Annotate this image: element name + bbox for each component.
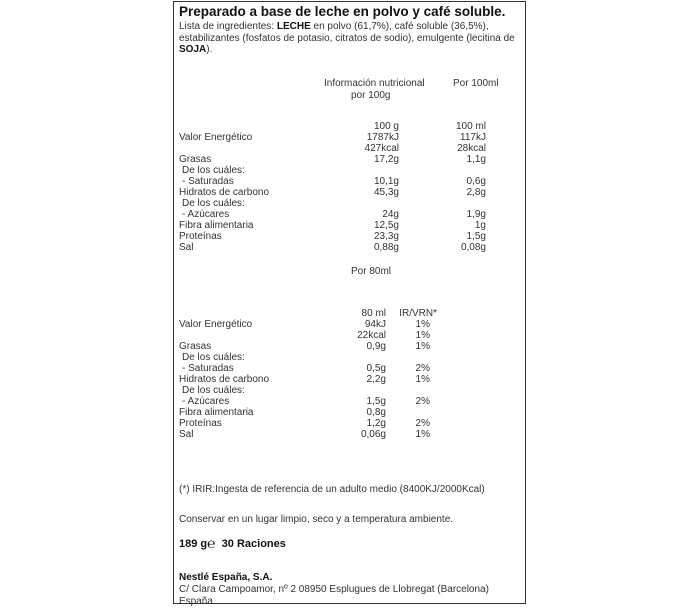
nutrient-value-col1: 24g [382,209,399,220]
table1-unit-col1: 100 g [373,121,399,132]
nutrient-label: De los cuáles: [182,352,245,363]
table1-header-col1: Información nutricional [324,78,425,89]
nutrient-label: - Saturadas [182,363,234,374]
net-content [179,537,286,550]
nutrient-label: Valor Energético [179,319,253,330]
nutrient-value-col2: 117kJ [460,132,486,143]
nutrient-value-col1: 0,5g [366,363,386,374]
nutrient-value-col1: 10,1g [373,176,399,187]
nutrient-label: Grasas [179,341,212,352]
nutrient-value-col2: 1% [415,341,430,352]
nutrient-value-col1: 0,8g [366,407,386,418]
nutrient-value-col1: 2,2g [366,374,386,385]
net-weight: 189 g [179,538,208,550]
nutrient-value-col1: 1,2g [366,418,386,429]
nutrient-value-col2: 1,1g [466,154,486,165]
table1-header-col2: Por 100ml [453,78,499,89]
nutrient-value-col1: 22kcal [357,330,386,341]
nutrient-value-col1: 0,06g [360,429,386,440]
nutrient-value-col2: 1% [415,330,430,341]
table2-header: Por 80ml [351,266,392,277]
ingredients-list [179,21,519,56]
nutrient-value-col2: 2% [415,418,430,429]
ingredients-prefix: Lista de ingredientes: [179,21,277,32]
table2-unit-col1: 80 ml [361,308,386,319]
nutrient-value-col2: 1% [415,319,430,330]
ingredients-text: en polvo (61,7%), café soluble (36,5%), estabilizantes (fosfatos de potasio, citratos de sodio), emulgente (lecitina de [179,21,515,44]
servings: 30 Raciones [221,538,286,550]
nutrient-label: De los cuáles: [182,165,245,176]
nutrient-value-col1: 0,9g [366,341,386,352]
nutrient-value-col2: 1,9g [466,209,486,220]
storage-instructions: Conservar en un lugar limpio, seco y a temperatura ambiente. [179,514,454,525]
nutrient-label: De los cuáles: [182,198,245,209]
table2-unit-col2: IR/VRN* [399,308,437,319]
nutrient-label: Grasas [179,154,212,165]
nutrient-value-col2: 1g [474,220,486,231]
nutrient-value-col2: 0,6g [466,176,486,187]
nutrient-label: Fibra alimentaria [179,407,254,418]
nutrient-label: - Azúcares [182,209,230,220]
nutrient-label: Hidratos de carbono [179,187,270,198]
nutrient-value-col2: 1% [415,429,430,440]
nutrient-value-col2: 0,08g [460,242,486,253]
nutrient-value-col2: 1,5g [466,231,486,242]
nutrient-label: De los cuáles: [182,385,245,396]
nutrient-value-col1: 17,2g [373,154,399,165]
nutrient-value-col1: 94kJ [364,319,386,330]
nutrient-label: Proteínas [179,231,222,242]
nutrient-value-col1: 0,88g [373,242,399,253]
allergen-soja: SOJA [179,44,207,55]
nutrient-value-col1: 1787kJ [366,132,399,143]
company-address: C/ Clara Campoamor, nº 2 08950 Esplugues de Llobregat (Barcelona) [179,584,489,595]
nutrient-label: Hidratos de carbono [179,374,270,385]
nutrient-label: Fibra alimentaria [179,220,254,231]
nutrient-value-col2: 28kcal [457,143,486,154]
nutrient-value-col1: 23,3g [373,231,399,242]
nutrient-value-col1: 427kcal [364,143,399,154]
table1-unit-col2: 100 ml [455,121,486,132]
company-country: España [179,596,213,607]
nutrient-value-col1: 1,5g [366,396,386,407]
nutrient-value-col2: 1% [415,374,430,385]
nutrient-label: - Azúcares [182,396,230,407]
nutrition-label [173,1,526,607]
table1-header-col1-line2: por 100g [351,90,391,101]
nutrient-label: Sal [179,429,194,440]
nutrient-value-col1: 12,5g [373,220,399,231]
nutrient-label: - Saturadas [182,176,234,187]
nutrient-value-col1: 45,3g [373,187,399,198]
estimated-sign-icon: ℮ [207,535,216,551]
reference-intake-footnote: (*) IRIR:Ingesta de referencia de un adulto medio (8400KJ/2000Kcal) [179,484,485,495]
company-name: Nestlé España, S.A. [179,572,273,583]
allergen-leche: LECHE [276,21,311,32]
product-title: Preparado a base de leche en polvo y café soluble. [179,4,506,19]
nutrient-label: Sal [179,242,194,253]
ingredients-end: ). [206,44,213,55]
nutrient-value-col2: 2% [415,396,430,407]
nutrient-value-col2: 2,8g [466,187,486,198]
nutrient-label: Proteínas [179,418,222,429]
nutrient-label: Valor Energético [179,132,253,143]
nutrient-value-col2: 2% [415,363,430,374]
